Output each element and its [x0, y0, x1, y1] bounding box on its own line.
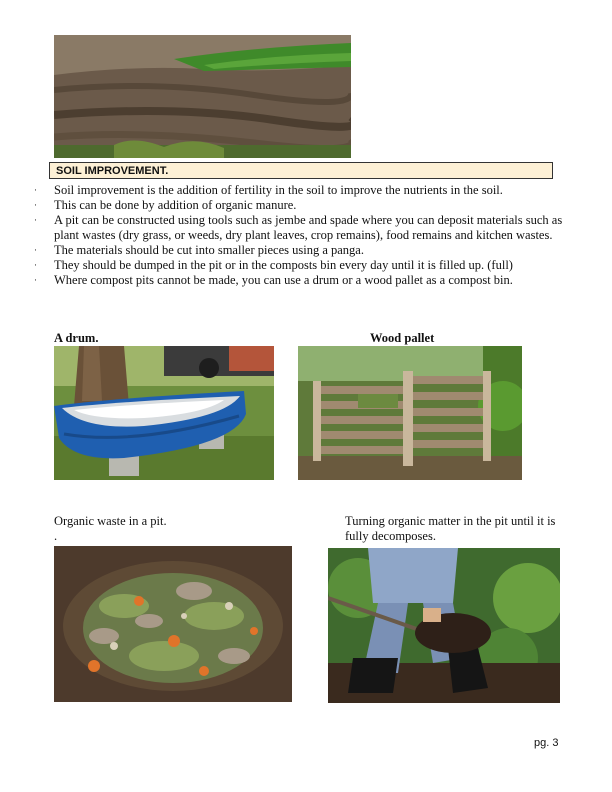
- field-photo: [54, 35, 351, 158]
- turning-caption: Turning organic matter in the pit until it is fully decomposes.: [345, 514, 556, 543]
- bullet-list: [34, 183, 574, 288]
- pallet-photo: [298, 346, 522, 480]
- list-item: · This can be done by addition of organic manure.: [34, 198, 297, 212]
- list-item: · Soil improvement is the addition of fertility in the soil to improve the nutrients in the soil.: [34, 183, 503, 197]
- turning-compost-photo: [328, 548, 560, 703]
- drum-caption: A drum.: [54, 331, 99, 345]
- list-item: · A pit can be constructed using tools such as jembe and spade where you can deposit materials such as plant wastes (dry grass, or weeds, dry plant leaves, crop remains), food remains and kitchen wastes.: [34, 213, 563, 242]
- list-item: · The materials should be cut into smaller pieces using a panga.: [34, 243, 364, 257]
- list-item: · They should be dumped in the pit or in the composts bin every day until it is filled up. (full): [34, 258, 513, 272]
- page-number: pg. 3: [534, 737, 559, 749]
- section-heading: SOIL IMPROVEMENT.: [49, 162, 553, 179]
- pallet-caption: Wood pallet: [370, 331, 435, 345]
- list-item: · Where compost pits cannot be made, you can use a drum or a wood pallet as a compost bin.: [34, 273, 513, 287]
- organic-waste-photo: [54, 546, 292, 702]
- drum-photo: [54, 346, 274, 480]
- waste-caption-dot: .: [54, 529, 58, 543]
- waste-caption: Organic waste in a pit.: [54, 514, 167, 528]
